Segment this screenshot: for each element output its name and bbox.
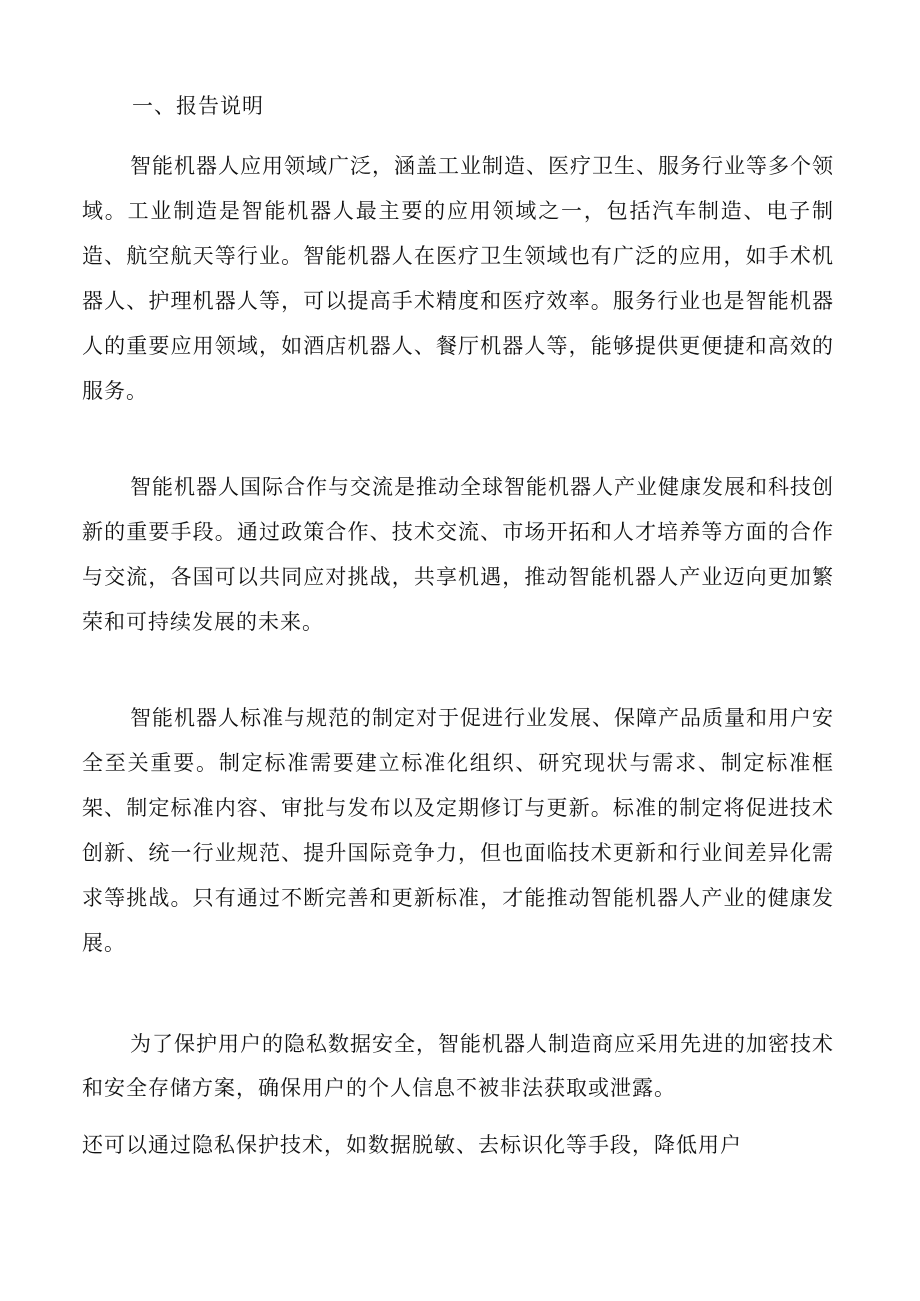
paragraph-privacy: 为了保护用户的隐私数据安全，智能机器人制造商应采用先进的加密技术和安全存储方案，确保用户的个人信息不被非法获取或泄露。	[82, 1032, 834, 1100]
paragraph-standards: 智能机器人标准与规范的制定对于促进行业发展、保障产品质量和用户安全至关重要。制定标准需要建立标准化组织、研究现状与需求、制定标准框架、制定标准内容、审批与发布以及定期修订与更新。标准的制定将促进技术创新、统一行业规范、提升国际竞争力，但也面临技术更新和行业间差异化需求等挑战。只有通过不断完善和更新标准，才能推动智能机器人产业的健康发展。	[82, 706, 834, 955]
section-heading: 一、报告说明	[132, 94, 264, 118]
paragraph-application-fields: 智能机器人应用领域广泛，涵盖工业制造、医疗卫生、服务行业等多个领域。工业制造是智能机器人最主要的应用领域之一，包括汽车制造、电子制造、航空航天等行业。智能机器人在医疗卫生领域也有广泛的应用，如手术机器人、护理机器人等，可以提高手术精度和医疗效率。服务行业也是智能机器人的重要应用领域，如酒店机器人、餐厅机器人等，能够提供更便捷和高效的服务。	[82, 154, 834, 403]
paragraph-international-cooperation: 智能机器人国际合作与交流是推动全球智能机器人产业健康发展和科技创新的重要手段。通过政策合作、技术交流、市场开拓和人才培养等方面的合作与交流，各国可以共同应对挑战，共享机遇，推动智能机器人产业迈向更加繁荣和可持续发展的未来。	[82, 475, 834, 634]
paragraph-continuation-line: 还可以通过隐私保护技术，如数据脱敏、去标识化等手段，降低用户	[82, 1133, 742, 1157]
